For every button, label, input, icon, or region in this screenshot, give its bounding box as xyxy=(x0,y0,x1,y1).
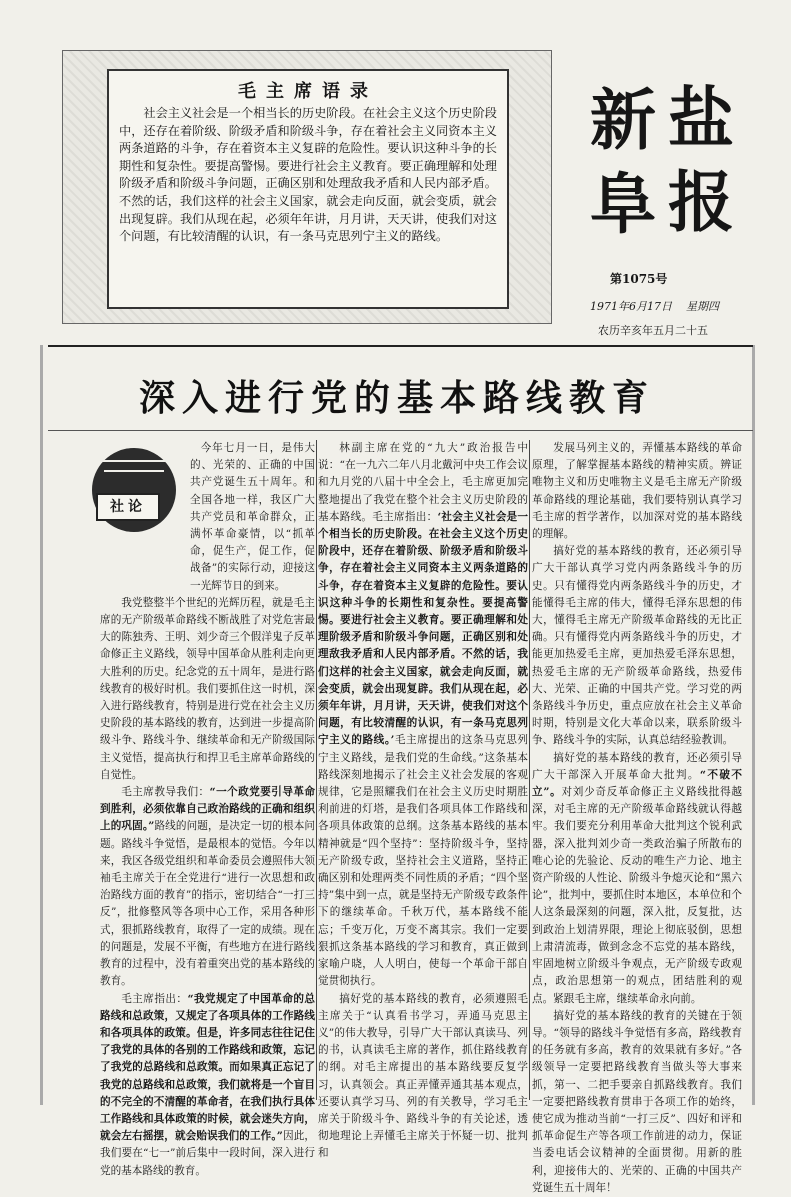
paragraph-text: 毛主席指出： xyxy=(121,992,188,1005)
paragraph: 搞好党的基本路线的教育的关键在于领导。“领导的路线斗争觉悟有多高，路线教育的任务就有多高，教育的效果就有多好。”各级领导一定要把路线教育当做头等大事来抓，第一、二把手要亲自抓路线教育。我们一定要把路线教育贯串于各项工作的始终，使它成为推动当前“一打三反”、四好和评和抓革命促生产等各项工作前进的动力，保证当委电话会议精神的全面贯彻。用新的胜利，迎接伟大的、光荣的、正确的中国共产党诞生五十周年！ xyxy=(532,1009,742,1194)
paragraph-text: 对刘少奇反革命修正主义路线批得越深，对毛主席的无产阶级革命路线就认得越牢。我们要充分利用革命大批判这个锐利武器，深入批判刘少奇一类政治骗子所散布的唯心论的先验论、反动的唯生产力论、地主资产阶级的人性论、阶级斗争熄灭论和“黑六论”，批判中，要抓住时本地区，本单位和个人这条最深刻的问题，深入批，反复批，达到政治上划清界限，理论上彻底驳倒，思想上肃清流毒，做到念念不忘党的基本路线，牢固地树立阶级斗争观点，无产阶级专政观点，政治思想第一的观点，团结胜利的观点。紧跟毛主席，继续革命永向前。 xyxy=(532,786,742,1005)
paragraph: 我党整整半个世纪的光辉历程，就是毛主席的无产阶级革命路线不断战胜了对党危害最大的陈独秀、王明、刘少奇三个假洋鬼子反革命修正主义路线，领导中国革命从胜利走向更大胜利的历史。纪念党的五十周年，是进行路线教育的极好时机。我们要抓住这一时机，深入进行路线教育，特别是进行党在社会主义历史阶段的基本路线的教育，达到进一步提高阶级斗争、路线斗争、继续革命和无产阶级国际主义觉悟，提高执行和捍卫毛主席革命路线的自觉性。 xyxy=(100,596,315,781)
article-column-3 xyxy=(532,440,742,1194)
publication-date xyxy=(590,298,719,314)
article-column-1 xyxy=(100,440,316,1177)
headline-divider xyxy=(48,430,753,431)
paragraph: 发展马列主义的，弄懂基本路线的革命原理，了解掌握基本路线的精神实质。辨证唯物主义和历史唯物主义是毛主席无产阶级革命路线的理论基础，我们要特别认真学习毛主席的哲学著作，以加深对党的基本路线的理解。 xyxy=(532,442,742,541)
paragraph: 今年七月一日，是伟大的、光荣的、正确的中国共产党诞生五十周年。和全国各地一样，我区广大共产党员和革命群众，正满怀革命豪情，以“抓革命，促生产，促工作，促战备”的实际行动，迎接这一光辉节日的到来。 xyxy=(190,442,315,592)
paragraph-text: 搞好党的基本路线的教育，还必须引导广大干部深入开展革命大批判。 xyxy=(532,751,742,781)
masthead-char: 报 xyxy=(668,164,734,241)
lunar-date: 农历辛亥年五月二十五 xyxy=(598,324,708,337)
paragraph-text: 路线的问题，是决定一切的根本问题。路线斗争觉悟，是最根本的觉悟。今年以来，我区各级党组织和革命委员会遵照伟大领袖毛主席关于在全党进行“进行一次思想和政治路线方面的教育”的指示，密切结合“一打三反”，批修整风等各项中心工作，采用各种形式，狠抓路线教育，取得了一定的成绩。现在的问题是，发展不平衡，有些地方在进行路线教育的过程中，没有着重突出党的基本路线的教育。 xyxy=(100,820,315,988)
date-text: 1971年6月17日 xyxy=(590,300,672,313)
paragraph-text: 林副主席在党的“九大”政治报告中说：“在一九六二年八月北戴河中央工作会议和九月党的八届十中全会上，毛主席更加完整地提出了我党在整个社会主义历史阶段的基本路线。毛主席指出： xyxy=(318,442,528,523)
paragraph-text: 毛主席提出的这条马克思列宁主义路线，是我们党的生命线。”这条基本路线深刻地揭示了社会主义社会发展的客观规律，它是照耀我们在社会主义历史时期胜利前进的灯塔，是我们各项具体工作路线和各项具体政策的总纲。这条基本路线的基本精神就是“四个坚持”：坚持阶级斗争，坚持无产阶级专政，坚持社会主义道路，坚持正确区别和处理两类不同性质的矛盾；“四个坚持”集中到一点，就是坚持无产阶级专政条件下的继续革命。千秋万代，基本路线不能忘；千变万化，万变不离其宗。我们一定要狠抓这条基本路线的学习和教育，真正做到家喻户晓，人人明白，使每一个革命干部自觉贯彻执行。 xyxy=(318,734,529,988)
article-column-2 xyxy=(318,440,529,1160)
paragraph xyxy=(318,440,528,991)
column-divider xyxy=(316,440,317,1100)
quote-text: 社会主义社会是一个相当长的历史阶段。在社会主义这个历史阶段中，还存在着阶级、阶级矛盾和阶级斗争，存在着社会主义同资本主义两条道路的斗争，存在着资本主义复辟的危险性。要认识这种斗争的长期性和复杂性。要提高警惕。要进行社会主义教育。要正确理解和处理阶级矛盾和阶级斗争问题，正确区别和处理敌我矛盾和人民内部矛盾。不然的话，我们这样的社会主义国家，就会走向反面，就会变质，就会出现复辟。我们从现在起，必须年年讲，月月讲，天天讲，使我们对这个问题，有比较清醒的认识，有一条马克思列宁主义的路线。 xyxy=(119,106,497,244)
masthead-char: 新 xyxy=(590,82,656,159)
masthead-title xyxy=(590,80,750,245)
headline: 深入进行党的基本路线教育 xyxy=(138,378,655,419)
masthead-char: 盐 xyxy=(668,80,734,157)
quotation-text: “一个政党要引导革命到胜利，必须依靠自己政治路线的正确和组织上的巩固。” xyxy=(100,786,316,833)
column-divider xyxy=(529,440,530,1100)
quote-heading: 毛主席语录 xyxy=(238,81,378,102)
paragraph-text: 因此，我们要在“七一”前后集中一段时间，深入进行党的基本路线的教育。 xyxy=(100,1130,316,1177)
paragraph-text: 毛主席教导我们： xyxy=(121,786,210,799)
paragraph: 搞好党的基本路线的教育，还必须引导广大干部认真学习党内两条路线斗争的历史。只有懂得党内两条路线斗争的历史，才能懂得毛主席的伟大，懂得毛泽东思想的伟大，懂得毛主席无产阶级革命路线的无比正确。只有懂得党内两条路线斗争的历史，才能更加热爱毛主席，更加热爱毛泽东思想，热爱毛主席的无产阶级革命路线，热爱伟大、光荣、正确的中国共产党。学习党的两条路线斗争历史，重点应放在社会主义革命时期，特别是文化大革命以来，联系阶级斗争、路线斗争的实际，认真总结经验教训。 xyxy=(532,545,742,747)
quotation-text: ‘社会主义社会是一个相当长的历史阶段。在社会主义这个历史阶段中，还存在着阶级、阶级矛盾和阶级斗争，存在着社会主义同资本主义两条道路的斗争，存在着资本主义复辟的危险性。要认识这种斗争的长期性和复杂性。要提高警惕。要进行社会主义教育。要正确理解和处理阶级矛盾和阶级斗争问题，正确区别和处理敌我矛盾和人民内部矛盾。不然的话，我们这样的社会主义国家，就会走向反面，就会变质，就会出现复辟。我们从现在起，必须年年讲，月月讲，天天讲，使我们对这个问题，有比较清醒的认识，有一条马克思列宁主义的路线。’ xyxy=(318,510,529,747)
quotation-text: “我党规定了中国革命的总路线和总政策，又规定了各项具体的工作路线和各项具体的政策。但是，许多同志往往记住了我党的具体的各别的工作路线和政策，忘记了我党的总路线和总政策。而如果真正忘记了我党的总路线和总政策，我们就将是一个盲目的不完全的不清醒的革命者，在我们执行具体工作路线和具体政策的时候，就会迷失方向，就会左右摇摆，就会贻误我们的工作。” xyxy=(100,992,316,1143)
paragraph xyxy=(532,750,742,1008)
paragraph xyxy=(100,784,315,990)
editorial-badge: 社论 xyxy=(96,493,160,521)
weekday-text: 星期四 xyxy=(686,300,719,313)
top-divider xyxy=(48,345,753,347)
paragraph: 搞好党的基本路线的教育，必须遵照毛主席关于“认真看书学习，弄通马克思主义”的伟大教导，引导广大干部认真读马、列的书，认真读毛主席的著作，抓住路线教育的纲。对毛主席提出的基本路线要反复学习，认真领会。真正弄懂弄通其基本观点，还要认真学习马、列的有关教导，学习毛主席关于阶级斗争、路线斗争的有关论述，透彻地理论上弄懂毛主席关于怀疑一切、批判和 xyxy=(318,992,528,1160)
quotation-text: “不破不立”。 xyxy=(532,768,742,799)
quote-panel xyxy=(107,69,509,309)
quote-frame xyxy=(62,50,552,324)
right-page-edge xyxy=(752,345,755,1105)
issue-number: 第1075号 xyxy=(610,272,668,286)
left-page-edge xyxy=(40,345,43,1105)
masthead-char: 阜 xyxy=(590,166,656,243)
paragraph xyxy=(100,991,315,1180)
